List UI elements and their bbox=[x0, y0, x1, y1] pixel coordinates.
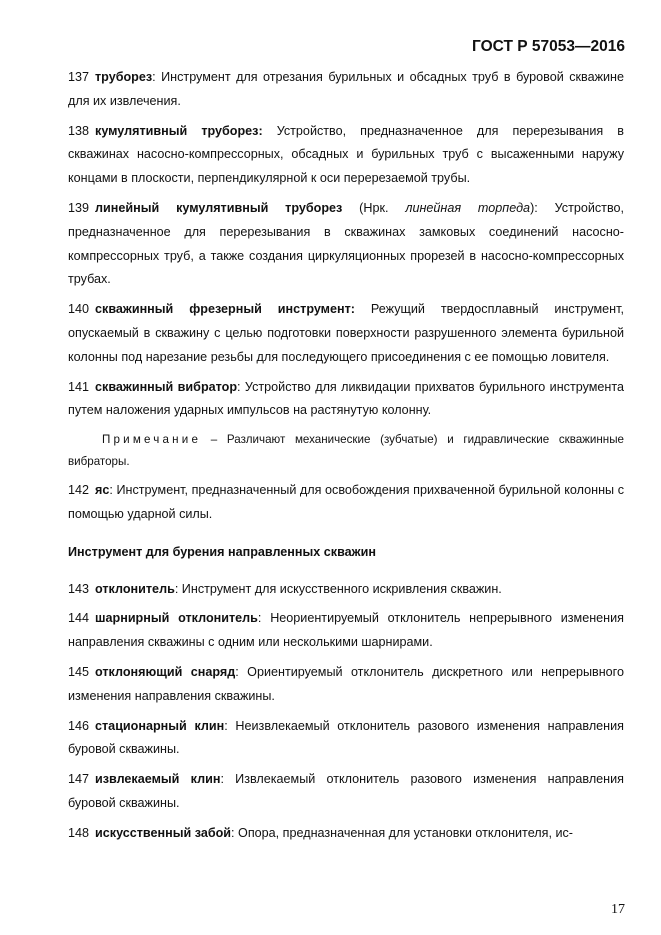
entry-definition: : Извлекаемый отклонитель разового изменения направления буровой скважины. bbox=[68, 772, 624, 810]
section-heading: Инструмент для бурения направленных скважин bbox=[68, 544, 376, 559]
term-entry-139 bbox=[68, 197, 624, 292]
synonym-prefix: (Нрк. bbox=[342, 200, 406, 215]
entry-definition: : Устройство для ликвидации прихватов бурильного инструмента путем наложения ударных импульсов на растянутую колонну. bbox=[68, 379, 624, 418]
entry-definition: : Опора, предназначенная для установки отклонителя, ис- bbox=[231, 825, 573, 840]
term-entry-143 bbox=[68, 578, 624, 602]
entry-term: яс bbox=[95, 483, 110, 498]
entry-definition: Устройство, предназначенное для перерезывания в скважинах насосно-компрессорных, обсадных и бурильных труб с высаженными наружу концами в плоскости, перпендикулярной к оси перерезаемой трубы. bbox=[68, 123, 624, 186]
entry-definition: ): Устройство, предназначенное для перерезывания в скважинах замковых соединений насосно-компрессорных труб, а также создания циркуляционных прорезей в насосно-компрессорных трубах. bbox=[68, 200, 625, 287]
term-entry-140 bbox=[68, 298, 624, 369]
entry-number: 141 bbox=[68, 379, 90, 394]
entry-term: труборез bbox=[95, 70, 153, 84]
entry-number: 142 bbox=[68, 483, 90, 498]
term-entry-145 bbox=[68, 661, 624, 709]
entry-number: 144 bbox=[68, 611, 90, 626]
entry-number: 147 bbox=[68, 772, 90, 787]
entry-definition: Режущий твердосплавный инструмент, опускаемый в скважину с целью подготовки поверхности разрушенного элемента бурильной колонны под нарезание резьбы для последующего присоединения с ее помощью ловителя. bbox=[68, 302, 624, 364]
term-entry-141 bbox=[68, 376, 624, 424]
entry-term: стационарный клин bbox=[95, 718, 225, 733]
entry-number: 146 bbox=[68, 718, 90, 733]
entry-definition: : Ориентируемый отклонитель дискретного или непрерывного изменения направления скважины. bbox=[68, 664, 624, 703]
entry-synonym: линейная торпеда bbox=[405, 200, 531, 215]
note-text: – Различают механические (зубчатые) и гидравлические скважинные вибраторы. bbox=[68, 433, 624, 469]
entry-term: отклонитель bbox=[95, 581, 175, 596]
entry-number: 140 bbox=[68, 302, 90, 317]
entry-number: 143 bbox=[68, 581, 90, 596]
entry-number: 145 bbox=[68, 664, 90, 679]
document-body bbox=[68, 66, 624, 852]
note-label: Примечание bbox=[102, 433, 202, 447]
entry-term: скважинный вибратор bbox=[95, 379, 238, 394]
page-number: 17 bbox=[611, 902, 625, 917]
entry-number: 138 bbox=[68, 123, 90, 138]
entry-definition: : Инструмент, предназначенный для освобождения прихваченной бурильной колонны с помощью ударной силы. bbox=[68, 483, 624, 521]
term-entry-147 bbox=[68, 768, 624, 816]
entry-definition: : Неориентируемый отклонитель непрерывного изменения направления скважины с одним или несколькими шарнирами. bbox=[68, 611, 624, 650]
term-entry-144 bbox=[68, 607, 624, 655]
entry-term: скважинный фрезерный инструмент: bbox=[95, 302, 355, 317]
entry-term: отклоняющий снаряд bbox=[95, 664, 236, 679]
term-entry-142 bbox=[68, 479, 624, 527]
term-entry-146 bbox=[68, 715, 624, 763]
term-entry-138 bbox=[68, 120, 624, 191]
document-code: ГОСТ Р 57053—2016 bbox=[472, 38, 625, 55]
entry-number: 139 bbox=[68, 200, 90, 215]
entry-term: извлекаемый клин bbox=[95, 772, 221, 787]
note bbox=[68, 429, 624, 473]
entry-definition: : Неизвлекаемый отклонитель разового изменения направления буровой скважины. bbox=[68, 718, 624, 757]
entry-term: кумулятивный труборез: bbox=[95, 123, 263, 138]
entry-definition: : Инструмент для искусственного искривления скважин. bbox=[174, 581, 502, 596]
term-entry-137 bbox=[68, 66, 624, 114]
entry-term: линейный кумулятивный труборез bbox=[95, 200, 343, 215]
term-entry-148 bbox=[68, 822, 624, 846]
entry-term: искусственный забой bbox=[95, 825, 232, 840]
entry-term: шарнирный отклонитель bbox=[95, 611, 258, 626]
entry-number: 137 bbox=[68, 70, 90, 84]
entry-definition: : Инструмент для отрезания бурильных и обсадных труб в буровой скважине для их извлечения. bbox=[68, 70, 624, 108]
entry-number: 148 bbox=[68, 825, 90, 840]
